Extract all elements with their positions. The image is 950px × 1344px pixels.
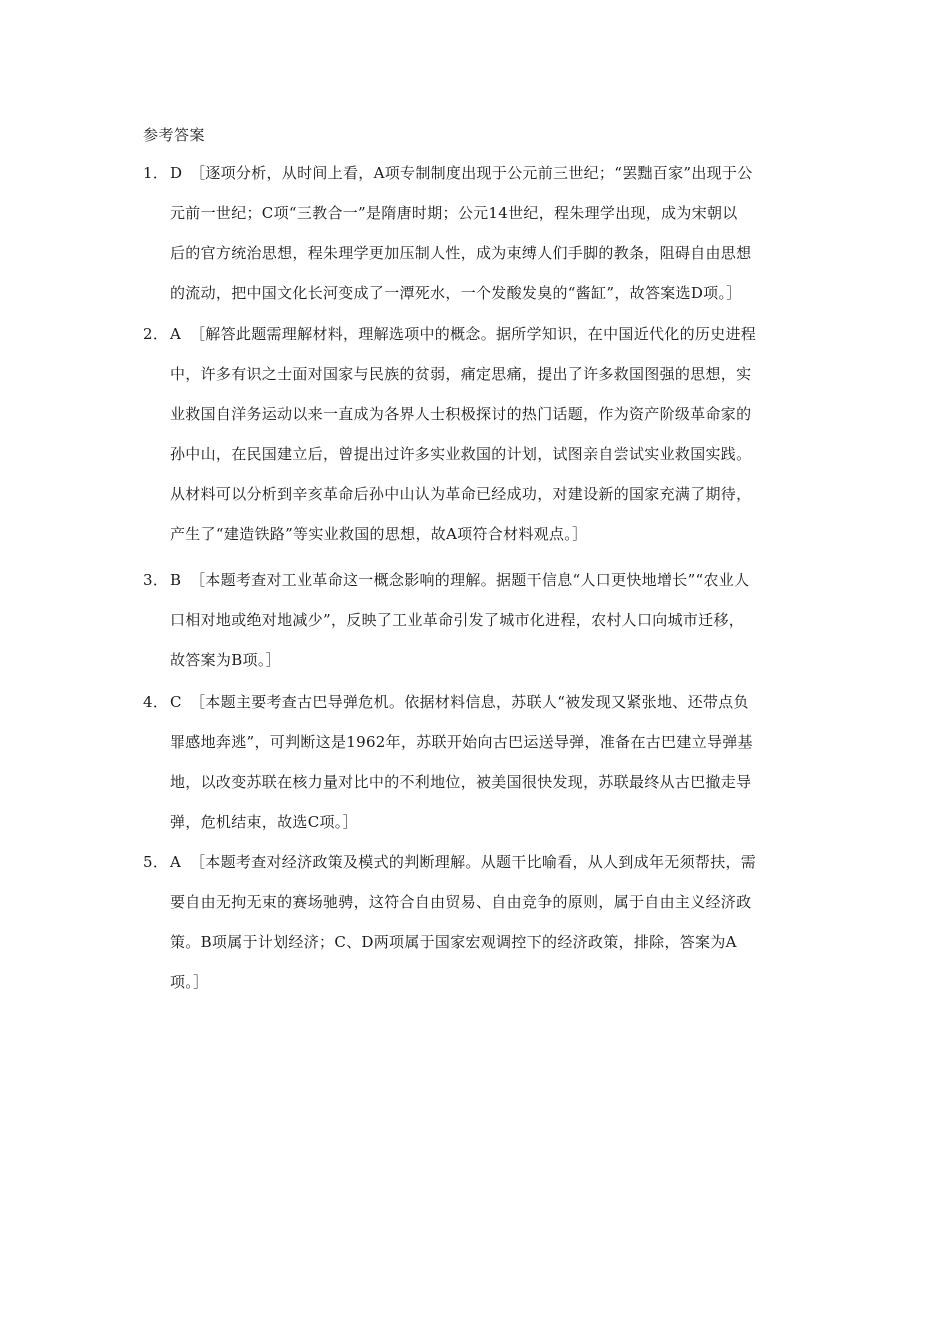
answer-item-5 bbox=[143, 849, 807, 1009]
answer-number: 2． bbox=[143, 325, 169, 343]
answer-text: 从材料可以分析到辛亥革命后孙中山认为革命已经成功，对建设新的国家充满了期待， bbox=[170, 485, 752, 503]
answer-text: 要自由无拘无束的赛场驰骋，这符合自由贸易、自由竞争的原则，属于自由主义经济政 bbox=[170, 893, 752, 911]
answer-text: 元前一世纪；C项“三教合一”是隋唐时期；公元14世纪，程朱理学出现，成为宋朝以 bbox=[170, 204, 738, 222]
answer-text: 故答案为B项。］ bbox=[170, 651, 281, 669]
answer-text: 口相对地或绝对地减少”，反映了工业革命引发了城市化进程，农村人口向城市迁移， bbox=[170, 611, 745, 629]
answer-text: 项。］ bbox=[170, 973, 209, 991]
answer-text: 地，以改变苏联在核力量对比中的不利地位，被美国很快发现，苏联最终从古巴撤走导 bbox=[170, 773, 752, 791]
answer-item-1 bbox=[143, 160, 807, 320]
answer-choice: D bbox=[170, 164, 183, 182]
answer-choice: C bbox=[170, 693, 182, 711]
answer-choice: B bbox=[170, 571, 182, 589]
answer-number: 4． bbox=[143, 693, 169, 711]
answer-line bbox=[143, 567, 807, 607]
answer-text: 策。B项属于计划经济；C、D两项属于国家宏观调控下的经济政策，排除，答案为A bbox=[170, 933, 737, 951]
answer-text: 孙中山，在民国建立后，曾提出过许多实业救国的计划，试图亲自尝试实业救国实践。 bbox=[170, 445, 752, 463]
answer-choice: A bbox=[170, 853, 182, 871]
answer-text: ［本题主要考查古巴导弹危机。依据材料信息，苏联人“被发现又紧张地、还带点负 bbox=[190, 693, 749, 711]
answer-text: 产生了“建造铁路”等实业救国的思想，故A项符合材料观点。］ bbox=[170, 525, 588, 543]
answer-line bbox=[143, 160, 807, 200]
answer-text: 后的官方统治思想，程朱理学更加压制人性，成为束缚人们手脚的教条，阻碍自由思想 bbox=[170, 244, 752, 262]
answer-text: ［本题考查对经济政策及模式的判断理解。从题干比喻看，从人到成年无须帮扶，需 bbox=[190, 853, 757, 871]
answer-number: 3． bbox=[143, 571, 169, 589]
answer-text: 罪感地奔逃”，可判断这是1962年，苏联开始向古巴运送导弹，准备在古巴建立导弹基 bbox=[170, 733, 753, 751]
answer-text: ［解答此题需理解材料，理解选项中的概念。据所学知识，在中国近代化的历史进程 bbox=[190, 325, 757, 343]
answer-item-2 bbox=[143, 321, 807, 561]
page-title: 参考答案 bbox=[143, 126, 206, 144]
answer-item-4 bbox=[143, 689, 807, 849]
answer-line bbox=[143, 849, 807, 889]
answer-item-3 bbox=[143, 567, 807, 687]
answer-number: 5． bbox=[143, 853, 169, 871]
answer-choice: A bbox=[170, 325, 182, 343]
answer-text: 弹，危机结束，故选C项。］ bbox=[170, 813, 358, 831]
answer-line bbox=[143, 689, 807, 729]
answer-line bbox=[143, 321, 807, 361]
answer-text: 业救国自洋务运动以来一直成为各界人士积极探讨的热门话题，作为资产阶级革命家的 bbox=[170, 405, 752, 423]
answer-text: ［本题考查对工业革命这一概念影响的理解。据题干信息“人口更快地增长”“农业人 bbox=[190, 571, 750, 589]
answer-number: 1． bbox=[143, 164, 169, 182]
answer-text: 的流动，把中国文化长河变成了一潭死水，一个发酸发臭的“酱缸”，故答案选D项。］ bbox=[170, 284, 742, 302]
answer-text: 中，许多有识之士面对国家与民族的贫弱，痛定思痛，提出了许多救国图强的思想，实 bbox=[170, 365, 752, 383]
answer-text: ［逐项分析，从时间上看，A项专制制度出现于公元前三世纪；“罢黜百家”出现于公 bbox=[190, 164, 753, 182]
